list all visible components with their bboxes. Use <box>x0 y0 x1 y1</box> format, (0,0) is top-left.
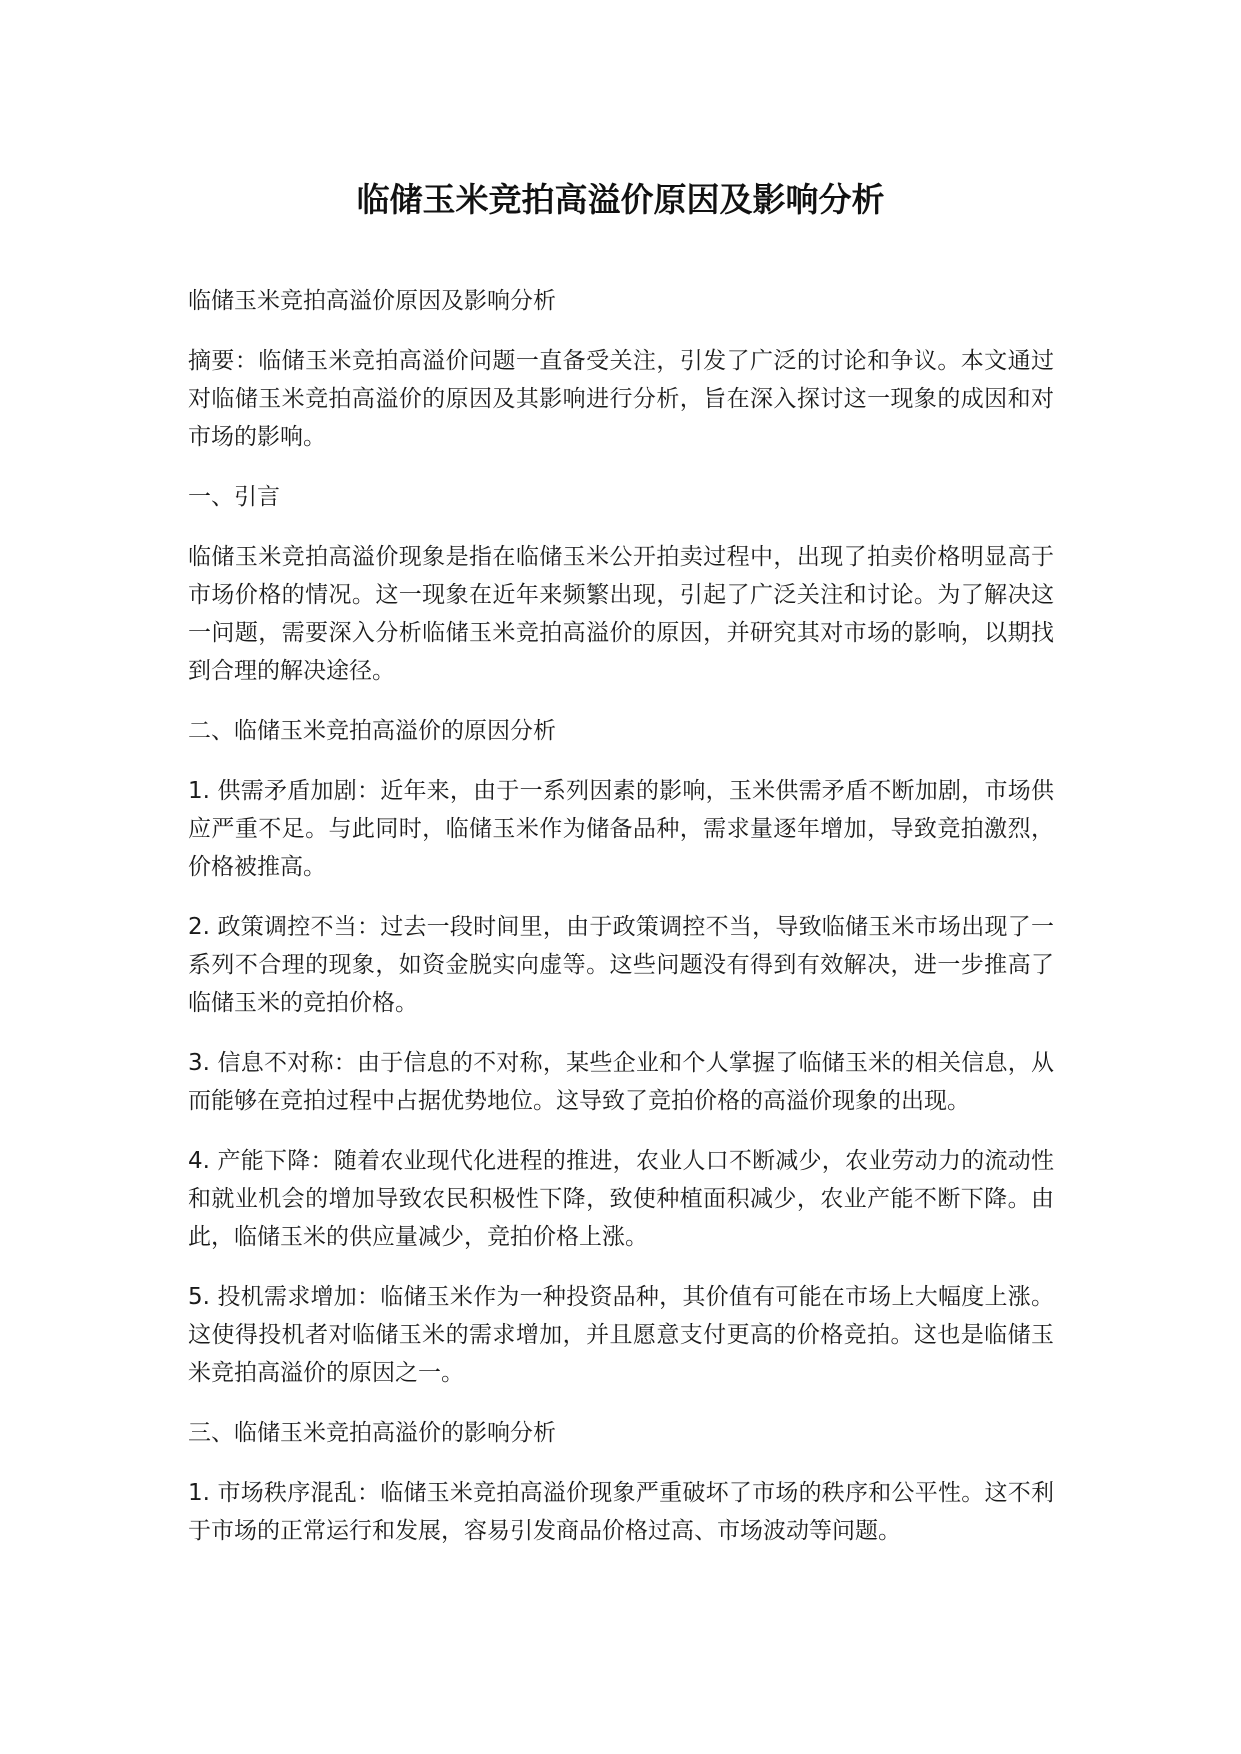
document-title: 临储玉米竞拍高溢价原因及影响分析 <box>356 180 885 219</box>
paragraph-cause-5: 5. 投机需求增加：临储玉米作为一种投资品种，其价值有可能在市场上大幅度上涨。这使得投机者对临储玉米的需求增加，并且愿意支付更高的价格竞拍。这也是临储玉米竞拍高溢价的原因之一。 <box>188 1284 1054 1386</box>
paragraph-cause-3: 3. 信息不对称：由于信息的不对称，某些企业和个人掌握了临储玉米的相关信息，从而能够在竞拍过程中占据优势地位。这导致了竞拍价格的高溢价现象的出现。 <box>188 1050 1054 1114</box>
paragraph-cause-4: 4. 产能下降：随着农业现代化进程的推进，农业人口不断减少，农业劳动力的流动性和就业机会的增加导致农民积极性下降，致使种植面积减少，农业产能不断下降。由此，临储玉米的供应量减少，竞拍价格上涨。 <box>188 1148 1054 1250</box>
paragraph-subtitle: 临储玉米竞拍高溢价原因及影响分析 <box>188 288 556 314</box>
paragraph-cause-1: 1. 供需矛盾加剧：近年来，由于一系列因素的影响，玉米供需矛盾不断加剧，市场供应严重不足。与此同时，临储玉米作为储备品种，需求量逐年增加，导致竞拍激烈，价格被推高。 <box>188 778 1054 880</box>
paragraph-cause-2: 2. 政策调控不当：过去一段时间里，由于政策调控不当，导致临储玉米市场出现了一系列不合理的现象，如资金脱实向虚等。这些问题没有得到有效解决，进一步推高了临储玉米的竞拍价格。 <box>188 914 1054 1016</box>
document-body <box>188 282 1054 1572</box>
section-heading-impacts: 三、临储玉米竞拍高溢价的影响分析 <box>188 1420 556 1446</box>
paragraph-impact-1: 1. 市场秩序混乱：临储玉米竞拍高溢价现象严重破坏了市场的秩序和公平性。这不利于市场的正常运行和发展，容易引发商品价格过高、市场波动等问题。 <box>188 1480 1054 1544</box>
paragraph-introduction: 临储玉米竞拍高溢价现象是指在临储玉米公开拍卖过程中，出现了拍卖价格明显高于市场价格的情况。这一现象在近年来频繁出现，引起了广泛关注和讨论。为了解决这一问题，需要深入分析临储玉米竞拍高溢价的原因，并研究其对市场的影响，以期找到合理的解决途径。 <box>188 544 1054 684</box>
paragraph-abstract: 摘要：临储玉米竞拍高溢价问题一直备受关注，引发了广泛的讨论和争议。本文通过对临储玉米竞拍高溢价的原因及其影响进行分析，旨在深入探讨这一现象的成因和对市场的影响。 <box>188 348 1054 450</box>
section-heading-introduction: 一、引言 <box>188 484 280 510</box>
section-heading-causes: 二、临储玉米竞拍高溢价的原因分析 <box>188 718 556 744</box>
